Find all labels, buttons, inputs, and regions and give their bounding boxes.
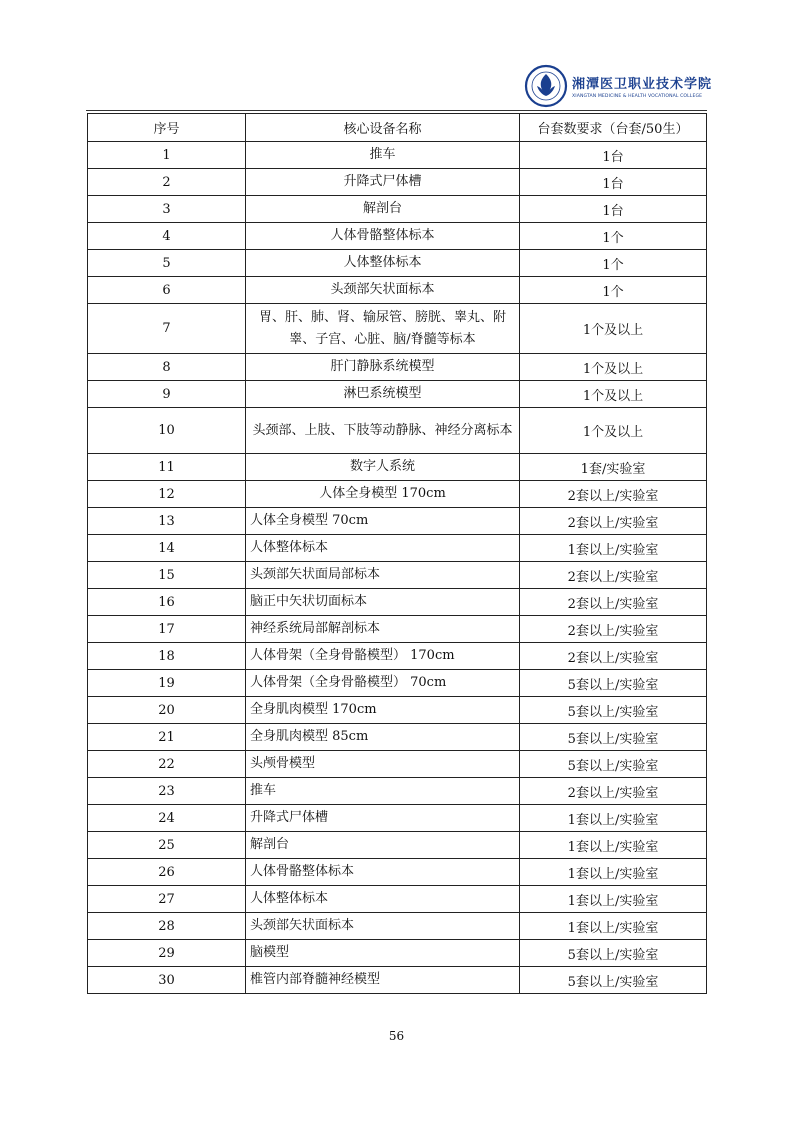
row-serial-no: 11 <box>88 454 246 481</box>
table-row <box>88 751 707 778</box>
table-row <box>88 832 707 859</box>
table-row <box>88 169 707 196</box>
row-serial-no: 18 <box>88 643 246 670</box>
row-quantity: 1套以上/实验室 <box>520 535 707 562</box>
row-quantity: 5套以上/实验室 <box>520 697 707 724</box>
row-equipment-name: 头颈部矢状面标本 <box>246 277 520 304</box>
row-quantity: 1台 <box>520 196 707 223</box>
row-serial-no: 10 <box>88 408 246 454</box>
row-equipment-name: 脑模型 <box>246 940 520 967</box>
row-serial-no: 16 <box>88 589 246 616</box>
table-row <box>88 142 707 169</box>
row-serial-no: 17 <box>88 616 246 643</box>
college-seal-icon <box>524 64 568 108</box>
row-serial-no: 23 <box>88 778 246 805</box>
row-quantity: 1台 <box>520 169 707 196</box>
table-row <box>88 616 707 643</box>
row-equipment-name: 人体骨骼整体标本 <box>246 223 520 250</box>
table-row <box>88 196 707 223</box>
row-quantity: 5套以上/实验室 <box>520 940 707 967</box>
row-serial-no: 21 <box>88 724 246 751</box>
row-quantity: 1套/实验室 <box>520 454 707 481</box>
row-equipment-name: 人体整体标本 <box>246 535 520 562</box>
header-quantity-requirement: 台套数要求（台套/50生） <box>520 114 707 142</box>
table-row <box>88 535 707 562</box>
row-quantity: 1套以上/实验室 <box>520 805 707 832</box>
row-serial-no: 6 <box>88 277 246 304</box>
table-row <box>88 304 707 354</box>
row-quantity: 1个及以上 <box>520 381 707 408</box>
row-equipment-name: 头颅骨模型 <box>246 751 520 778</box>
table-row <box>88 381 707 408</box>
row-serial-no: 22 <box>88 751 246 778</box>
row-equipment-name: 升降式尸体槽 <box>246 805 520 832</box>
table-row <box>88 967 707 994</box>
row-quantity: 1个 <box>520 250 707 277</box>
row-quantity: 5套以上/实验室 <box>520 724 707 751</box>
row-serial-no: 8 <box>88 354 246 381</box>
row-quantity: 1套以上/实验室 <box>520 886 707 913</box>
row-equipment-name: 升降式尸体槽 <box>246 169 520 196</box>
row-serial-no: 29 <box>88 940 246 967</box>
row-equipment-name: 神经系统局部解剖标本 <box>246 616 520 643</box>
row-equipment-name: 解剖台 <box>246 196 520 223</box>
row-equipment-name: 人体全身模型 70cm <box>246 508 520 535</box>
table-row <box>88 913 707 940</box>
row-equipment-name: 人体骨骼整体标本 <box>246 859 520 886</box>
row-equipment-name: 解剖台 <box>246 832 520 859</box>
row-quantity: 1台 <box>520 142 707 169</box>
row-serial-no: 2 <box>88 169 246 196</box>
row-serial-no: 5 <box>88 250 246 277</box>
table-row <box>88 250 707 277</box>
row-serial-no: 4 <box>88 223 246 250</box>
row-equipment-name: 头颈部矢状面标本 <box>246 913 520 940</box>
college-name-cn: 湘潭医卫职业技术学院 <box>572 77 713 92</box>
row-serial-no: 9 <box>88 381 246 408</box>
row-serial-no: 24 <box>88 805 246 832</box>
row-quantity: 1个 <box>520 277 707 304</box>
row-equipment-name: 数字人系统 <box>246 454 520 481</box>
row-quantity: 2套以上/实验室 <box>520 562 707 589</box>
table-row <box>88 778 707 805</box>
table-row <box>88 454 707 481</box>
row-quantity: 1个及以上 <box>520 408 707 454</box>
row-serial-no: 26 <box>88 859 246 886</box>
row-equipment-name: 人体骨架（全身骨骼模型） 70cm <box>246 670 520 697</box>
table-row <box>88 886 707 913</box>
page-number: 56 <box>388 1029 405 1043</box>
equipment-table <box>87 113 707 994</box>
row-serial-no: 25 <box>88 832 246 859</box>
table-row <box>88 277 707 304</box>
row-quantity: 2套以上/实验室 <box>520 643 707 670</box>
row-quantity: 5套以上/实验室 <box>520 967 707 994</box>
table-row <box>88 643 707 670</box>
row-equipment-name: 肝门静脉系统模型 <box>246 354 520 381</box>
row-quantity: 1套以上/实验室 <box>520 832 707 859</box>
table-row <box>88 589 707 616</box>
row-serial-no: 12 <box>88 481 246 508</box>
table-row <box>88 354 707 381</box>
row-serial-no: 13 <box>88 508 246 535</box>
row-serial-no: 28 <box>88 913 246 940</box>
row-quantity: 2套以上/实验室 <box>520 589 707 616</box>
row-equipment-name: 推车 <box>246 778 520 805</box>
table-row <box>88 481 707 508</box>
row-quantity: 2套以上/实验室 <box>520 508 707 535</box>
row-equipment-name: 头颈部、上肢、下肢等动静脉、神经分离标本 <box>246 408 520 454</box>
row-serial-no: 14 <box>88 535 246 562</box>
row-equipment-name: 脑正中矢状切面标本 <box>246 589 520 616</box>
table-row <box>88 670 707 697</box>
table-header-row <box>88 114 707 142</box>
row-quantity: 2套以上/实验室 <box>520 481 707 508</box>
header-rule <box>86 110 707 111</box>
row-serial-no: 30 <box>88 967 246 994</box>
row-serial-no: 27 <box>88 886 246 913</box>
row-quantity: 1套以上/实验室 <box>520 859 707 886</box>
row-quantity: 5套以上/实验室 <box>520 670 707 697</box>
row-equipment-name: 全身肌肉模型 85cm <box>246 724 520 751</box>
row-quantity: 1个及以上 <box>520 304 707 354</box>
row-serial-no: 3 <box>88 196 246 223</box>
row-equipment-name: 人体全身模型 170cm <box>246 481 520 508</box>
table-row <box>88 508 707 535</box>
college-name-en: XIANGTAN MEDICINE & HEALTH VOCATIONAL COLLEGE <box>572 94 703 99</box>
row-quantity: 2套以上/实验室 <box>520 616 707 643</box>
row-quantity: 1个及以上 <box>520 354 707 381</box>
row-equipment-name: 人体骨架（全身骨骼模型） 170cm <box>246 643 520 670</box>
row-equipment-name: 淋巴系统模型 <box>246 381 520 408</box>
row-serial-no: 19 <box>88 670 246 697</box>
row-equipment-name: 全身肌肉模型 170cm <box>246 697 520 724</box>
table-row <box>88 724 707 751</box>
row-serial-no: 7 <box>88 304 246 354</box>
row-quantity: 2套以上/实验室 <box>520 778 707 805</box>
table-body <box>88 142 707 994</box>
table-row <box>88 940 707 967</box>
row-equipment-name: 头颈部矢状面局部标本 <box>246 562 520 589</box>
row-equipment-name: 人体整体标本 <box>246 886 520 913</box>
table-row <box>88 805 707 832</box>
row-serial-no: 20 <box>88 697 246 724</box>
row-serial-no: 1 <box>88 142 246 169</box>
college-logo <box>524 62 749 110</box>
table-row <box>88 408 707 454</box>
row-equipment-name: 胃、肝、肺、肾、输尿管、膀胱、睾丸、附睾、子宫、心脏、脑/脊髓等标本 <box>246 304 520 354</box>
table-row <box>88 562 707 589</box>
row-quantity: 5套以上/实验室 <box>520 751 707 778</box>
table-row <box>88 859 707 886</box>
row-quantity: 1套以上/实验室 <box>520 913 707 940</box>
row-equipment-name: 推车 <box>246 142 520 169</box>
table-row <box>88 697 707 724</box>
row-equipment-name: 椎管内部脊髓神经模型 <box>246 967 520 994</box>
row-serial-no: 15 <box>88 562 246 589</box>
header-serial-no: 序号 <box>88 114 246 142</box>
header-equipment-name: 核心设备名称 <box>246 114 520 142</box>
table-row <box>88 223 707 250</box>
row-quantity: 1个 <box>520 223 707 250</box>
row-equipment-name: 人体整体标本 <box>246 250 520 277</box>
